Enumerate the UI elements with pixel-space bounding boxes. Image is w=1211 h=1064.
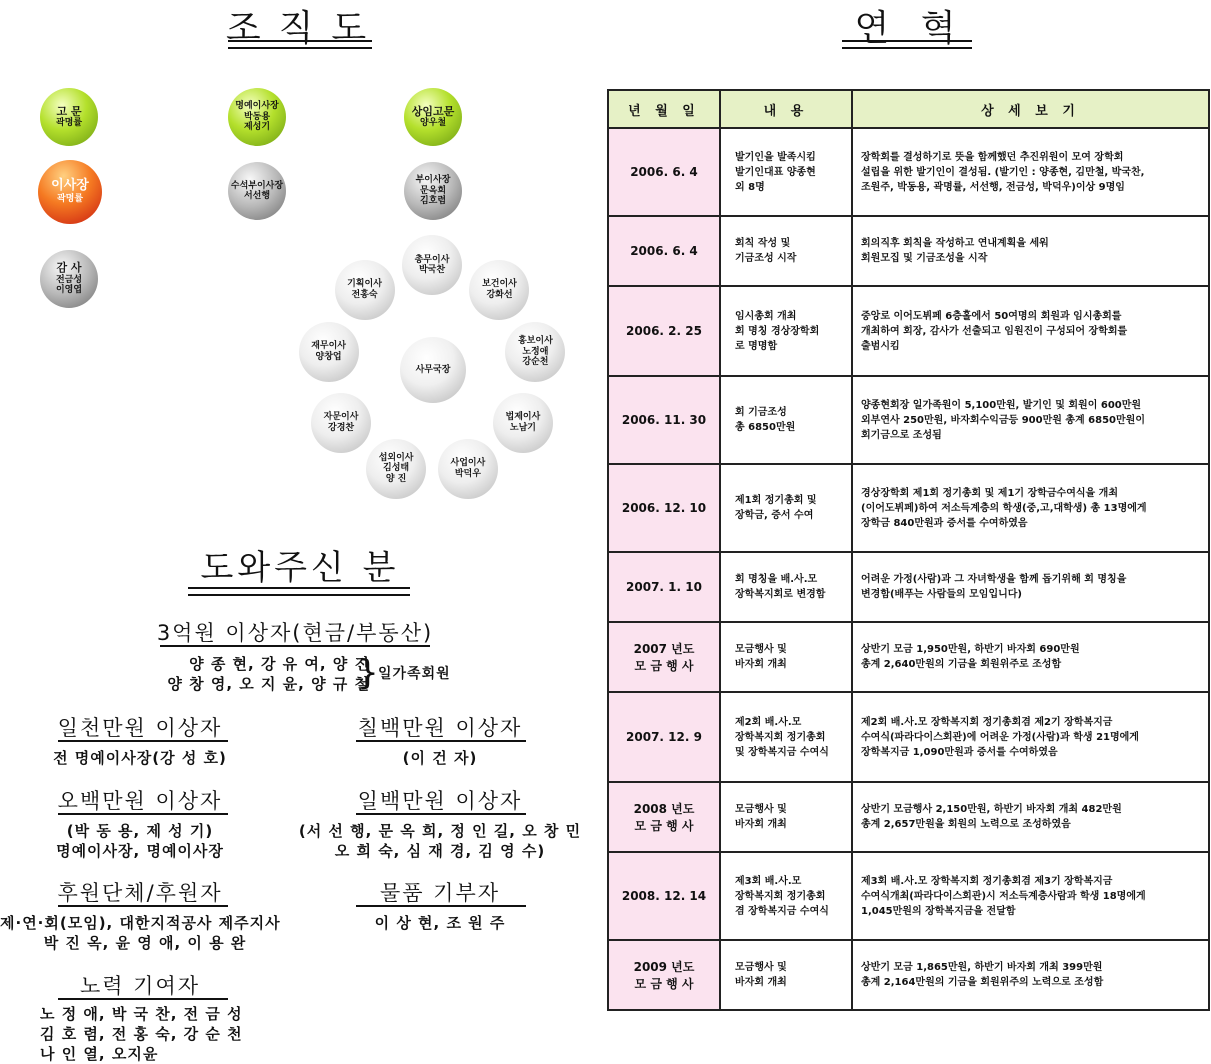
history-date-text: 모 금 행 사 bbox=[634, 819, 694, 833]
over5m-line-1: (박 동 용, 제 성 기) bbox=[66, 822, 214, 840]
chair-role: 이사장 bbox=[51, 178, 89, 194]
director-node bbox=[311, 393, 371, 453]
over1m-heading: 일백만원 이상자 bbox=[357, 789, 523, 813]
history-date bbox=[608, 782, 720, 852]
header-detail: 상 세 보 기 bbox=[852, 90, 1209, 128]
history-detail-line: 상반기 모금 1,950만원, 하반기 바자회 690만원 bbox=[861, 644, 1080, 655]
history-detail-line: 출범시킴 bbox=[861, 340, 900, 352]
history-content-line: 회 기금조성 bbox=[735, 407, 787, 418]
honorary-role: 명예이사장 bbox=[235, 101, 279, 112]
director-node bbox=[366, 439, 426, 499]
director-role: 재무이사 bbox=[311, 341, 346, 352]
history-date bbox=[608, 552, 720, 622]
history-table bbox=[607, 89, 1210, 1011]
director-role: 총무이사 bbox=[414, 254, 450, 265]
history-detail-line: 장학복지금 1,090만원과 증서를 수여하였음 bbox=[861, 746, 1058, 758]
history-content bbox=[720, 552, 852, 622]
over1m-underline bbox=[356, 813, 526, 815]
history-content bbox=[720, 782, 852, 852]
history-row bbox=[608, 552, 1209, 622]
history-date bbox=[608, 376, 720, 464]
over1m-line-1: (서 선 행, 문 옥 희, 정 인 길, 오 창 민 bbox=[298, 822, 582, 840]
vice-role: 부이사장 bbox=[415, 175, 451, 186]
org-chart-title: 조직도 bbox=[225, 8, 385, 49]
history-row bbox=[608, 464, 1209, 552]
history-detail-line: 회기금으로 조성됨 bbox=[861, 429, 942, 441]
history-detail bbox=[852, 464, 1209, 552]
director-name: 양 진 bbox=[385, 473, 407, 484]
labor-underline bbox=[58, 998, 228, 1000]
history-date bbox=[608, 464, 720, 552]
over5m-underline bbox=[58, 813, 228, 815]
standing-role: 상임고문 bbox=[411, 104, 455, 118]
director-name: 박국찬 bbox=[418, 265, 446, 275]
labor-line-1: 노 정 애, 박 국 찬, 전 금 성 bbox=[40, 1005, 243, 1023]
history-date-text: 2008. 12. 14 bbox=[621, 889, 707, 903]
over300m-heading: 3억원 이상자(현금/부동산) bbox=[156, 621, 434, 645]
auditor-name-2: 이영엽 bbox=[55, 285, 83, 296]
over7m-names: (이 건 자) bbox=[402, 749, 478, 767]
history-content-line: 외 8명 bbox=[735, 181, 765, 193]
over10m-underline bbox=[58, 740, 228, 742]
history-row bbox=[608, 622, 1209, 692]
labor-line-3: 나 인 열, 오지윤 bbox=[40, 1045, 159, 1063]
history-detail-line: (이어도뷔페)하여 저소득계층의 학생(중,고,대학생) 총 13명에게 bbox=[861, 502, 1147, 514]
history-content bbox=[720, 128, 852, 216]
history-detail bbox=[852, 286, 1209, 376]
donors-title: 도와주신 분 bbox=[200, 548, 400, 588]
history-date bbox=[608, 128, 720, 216]
history-detail-line: 제2회 배.사.모 장학복지회 정기총회겸 제2기 장학복지금 bbox=[861, 716, 1113, 728]
director-role: 섭외이사 bbox=[378, 453, 414, 464]
history-content-line: 발기인을 발족시킴 bbox=[735, 151, 816, 163]
history-detail-line: 설립을 위한 발기인이 결성됨. (발기인 : 양종현, 김만철, 박국찬, bbox=[861, 166, 1145, 178]
history-detail-line: 개최하여 회장, 감사가 선출되고 임원진이 구성되어 장학회를 bbox=[861, 325, 1128, 337]
labor-heading: 노력 기여자 bbox=[79, 974, 201, 998]
history-content-line: 모금행사 및 bbox=[735, 804, 787, 815]
header-content: 내 용 bbox=[720, 90, 852, 128]
sponsor-line-2: 박 진 옥, 윤 영 애, 이 용 완 bbox=[43, 934, 247, 952]
history-content bbox=[720, 622, 852, 692]
history-detail bbox=[852, 128, 1209, 216]
history-content-line: 바자회 개최 bbox=[735, 659, 787, 670]
history-detail-line: 변경함(배푸는 사람들의 모임입니다) bbox=[861, 589, 1023, 600]
honorary-name-2: 제성기 bbox=[243, 122, 271, 133]
history-detail bbox=[852, 692, 1209, 782]
history-content-line: 바자회 개최 bbox=[735, 819, 787, 830]
brace-icon: } bbox=[357, 653, 379, 693]
director-name: 양창업 bbox=[315, 351, 342, 362]
history-detail-line: 장학금 840만원과 증서를 수여하였음 bbox=[861, 517, 1028, 529]
history-date-text: 2006. 2. 25 bbox=[626, 324, 702, 338]
history-detail-line: 제3회 배.사.모 장학복지회 정기총회겸 제3기 장학복지금 bbox=[861, 875, 1113, 887]
over10m-names: 전 명예이사장(강 성 호) bbox=[53, 749, 227, 767]
history-detail-line: 경상장학회 제1회 정기총회 및 제1기 장학금수여식을 개최 bbox=[861, 487, 1118, 499]
history-date-text: 모 금 행 사 bbox=[634, 659, 694, 673]
history-content bbox=[720, 464, 852, 552]
history-date bbox=[608, 622, 720, 692]
director-node bbox=[469, 260, 529, 320]
history-date-text: 모 금 행 사 bbox=[634, 977, 694, 991]
over10m-heading: 일천만원 이상자 bbox=[57, 716, 223, 740]
standing-advisor-node bbox=[404, 88, 462, 146]
history-body bbox=[608, 128, 1209, 1010]
history-content bbox=[720, 692, 852, 782]
history-content-line: 및 장학복지금 수여식 bbox=[735, 746, 829, 758]
director-role: 기획이사 bbox=[347, 279, 382, 290]
history-content-line: 제3회 배.사.모 bbox=[735, 875, 802, 887]
history-content-line: 회 명칭 경상장학회 bbox=[735, 325, 820, 337]
history-title: 연 혁 bbox=[854, 8, 966, 49]
director-role: 보건이사 bbox=[482, 279, 517, 290]
history-detail bbox=[852, 552, 1209, 622]
over5m-line-2: 명예이사장, 명예이사장 bbox=[56, 842, 224, 860]
history-detail-line: 총계 2,640만원의 기금을 회원위주로 조성함 bbox=[861, 659, 1062, 670]
history-date bbox=[608, 852, 720, 940]
director-role: 법제이사 bbox=[505, 412, 541, 423]
auditor-role: 감 사 bbox=[56, 261, 82, 275]
director-role: 사업이사 bbox=[450, 458, 486, 469]
vice-name-2: 김호렴 bbox=[419, 196, 447, 207]
history-row bbox=[608, 286, 1209, 376]
history-date bbox=[608, 940, 720, 1010]
history-date bbox=[608, 692, 720, 782]
history-detail-line: 장학회를 결성하기로 뜻을 함께했던 추진위원이 모여 장학회 bbox=[861, 151, 1124, 163]
history-content bbox=[720, 286, 852, 376]
history-content bbox=[720, 940, 852, 1010]
director-node bbox=[493, 393, 553, 453]
header-date: 년 월 일 bbox=[608, 90, 720, 128]
over300m-underline bbox=[160, 645, 430, 647]
over7m-underline bbox=[356, 740, 526, 742]
history-detail bbox=[852, 852, 1209, 940]
secretary-general-role: 사무국장 bbox=[415, 364, 451, 375]
history-date bbox=[608, 286, 720, 376]
history-detail-line: 조원주, 박동용, 곽명률, 서선행, 전금성, 박덕우)이상 9명임 bbox=[861, 181, 1125, 193]
advisor-name: 곽명률 bbox=[55, 118, 83, 129]
goods-names: 이 상 현, 조 원 주 bbox=[374, 914, 506, 932]
history-content-line: 제2회 배.사.모 bbox=[735, 716, 802, 728]
history-detail bbox=[852, 622, 1209, 692]
history-content-line: 총 6850만원 bbox=[735, 422, 796, 433]
history-content-line: 장학복지회 정기총회 bbox=[735, 890, 826, 902]
director-node bbox=[438, 439, 498, 499]
history-content-line: 임시총회 개최 bbox=[735, 310, 797, 322]
org-title-underline bbox=[228, 40, 372, 49]
director-name: 노정애 bbox=[522, 346, 549, 357]
history-content-line: 장학복지회로 변경함 bbox=[735, 589, 826, 600]
vice-chair-node bbox=[404, 162, 462, 220]
sponsor-heading: 후원단체/후원자 bbox=[57, 881, 223, 905]
over300m-line-2: 양 창 영, 오 지 윤, 양 규 철 bbox=[167, 675, 370, 693]
history-content-line: 모금행사 및 bbox=[735, 644, 787, 655]
over7m-heading: 칠백만원 이상자 bbox=[357, 716, 523, 740]
history-content-line: 로 명명함 bbox=[735, 340, 778, 352]
honorary-chair-node bbox=[228, 88, 286, 146]
standing-name: 양우철 bbox=[419, 118, 447, 129]
history-content-line: 바자회 개최 bbox=[735, 977, 787, 988]
history-date-text: 2006. 12. 10 bbox=[621, 501, 707, 515]
over5m-heading: 오백만원 이상자 bbox=[57, 789, 223, 813]
history-detail-line: 어려운 가정(사람)과 그 자녀학생을 함께 돕기위해 회 명칭을 bbox=[861, 574, 1127, 585]
senior-vice-chair-node bbox=[228, 162, 286, 220]
history-title-underline bbox=[842, 40, 972, 49]
director-name: 노남기 bbox=[509, 422, 536, 433]
history-date-text: 2006. 11. 30 bbox=[621, 413, 707, 427]
over300m-group: 일가족회원 bbox=[378, 666, 451, 682]
chairman-node bbox=[38, 160, 102, 224]
director-node bbox=[505, 322, 565, 382]
history-detail-line: 상반기 모금 1,865만원, 하반기 바자회 개최 399만원 bbox=[861, 962, 1103, 973]
history-date-text: 2007 년도 bbox=[633, 642, 695, 656]
director-node bbox=[335, 260, 395, 320]
history-detail-line: 중앙로 이어도뷔페 6층홀에서 50여명의 회원과 임시총회를 bbox=[861, 310, 1122, 322]
history-detail-line: 총계 2,657만원을 회원의 노력으로 조성하였음 bbox=[861, 819, 1071, 830]
history-content-line: 제1회 정기총회 및 bbox=[735, 495, 817, 506]
history-content-line: 장학복지회 정기총회 bbox=[735, 731, 826, 743]
history-detail-line: 수여식(파라다이스회관)에 어려운 가정(사람)과 학생 21명에게 bbox=[861, 731, 1139, 743]
history-date-text: 2007. 1. 10 bbox=[626, 580, 702, 594]
history-detail-line: 회원모집 및 기금조성을 시작 bbox=[861, 253, 988, 264]
history-content bbox=[720, 376, 852, 464]
donors-title-underline bbox=[188, 587, 410, 596]
director-name: 전홍숙 bbox=[351, 289, 378, 300]
history-row bbox=[608, 940, 1209, 1010]
history-row bbox=[608, 128, 1209, 216]
history-detail bbox=[852, 216, 1209, 286]
history-detail-line: 총계 2,164만원의 기금을 회원위주의 노력으로 조성함 bbox=[861, 977, 1104, 988]
history-detail-line: 회의직후 회칙을 작성하고 연내계획을 세워 bbox=[861, 238, 1049, 249]
director-name: 김성태 bbox=[383, 463, 410, 474]
labor-line-2: 김 호 렴, 전 홍 숙, 강 순 천 bbox=[40, 1025, 243, 1043]
history-content-line: 모금행사 및 bbox=[735, 962, 787, 973]
auditor-name-1: 전금성 bbox=[55, 274, 83, 285]
advisor-node bbox=[40, 88, 98, 146]
history-detail bbox=[852, 782, 1209, 852]
director-name: 강순천 bbox=[522, 356, 549, 367]
history-date-text: 2006. 6. 4 bbox=[630, 165, 698, 179]
chair-name: 곽명률 bbox=[56, 194, 84, 205]
sponsor-underline bbox=[58, 905, 228, 907]
history-date-text: 2007. 12. 9 bbox=[626, 730, 702, 744]
history-detail-line: 상반기 모금행사 2,150만원, 하반기 바자회 개최 482만원 bbox=[861, 804, 1122, 815]
director-name: 박덕우 bbox=[454, 468, 481, 479]
sponsor-line-1: 제·연·회(모임), 대한지적공사 제주지사 bbox=[0, 914, 281, 932]
history-date-text: 2009 년도 bbox=[633, 960, 695, 974]
director-node bbox=[402, 235, 462, 295]
history-content-line: 겸 장학복지금 수여식 bbox=[735, 905, 829, 917]
goods-heading: 물품 기부자 bbox=[379, 881, 501, 905]
history-content bbox=[720, 216, 852, 286]
history-date bbox=[608, 216, 720, 286]
director-role: 홍보이사 bbox=[518, 336, 553, 347]
history-row bbox=[608, 376, 1209, 464]
honorary-name-1: 박동용 bbox=[243, 111, 271, 122]
history-detail-line: 외부연사 250만원, 바자회수익금등 900만원 총계 6850만원이 bbox=[861, 414, 1145, 426]
director-name: 강화선 bbox=[486, 289, 513, 300]
history-date-text: 2006. 6. 4 bbox=[630, 244, 698, 258]
vice-name-1: 문옥희 bbox=[419, 185, 447, 196]
history-detail-line: 양종현회장 일가족원이 5,100만원, 발기인 및 회원이 600만원 bbox=[861, 399, 1142, 411]
history-content-line: 회칙 작성 및 bbox=[735, 238, 791, 249]
senior-vice-role: 수석부이사장 bbox=[230, 180, 284, 191]
history-detail-line: 1,045만원의 장학복지금을 전달함 bbox=[861, 905, 1016, 917]
history-detail-line: 수여식개최(파라다이스회관)시 저소득계층사람과 학생 18명에게 bbox=[861, 890, 1146, 902]
advisor-role: 고 문 bbox=[56, 104, 82, 118]
auditor-node bbox=[40, 250, 98, 308]
director-role: 자문이사 bbox=[323, 412, 359, 423]
history-content-line: 기금조성 시작 bbox=[735, 253, 797, 264]
history-row bbox=[608, 852, 1209, 940]
history-date-text: 2008 년도 bbox=[633, 802, 695, 816]
history-row bbox=[608, 782, 1209, 852]
history-content bbox=[720, 852, 852, 940]
director-name: 강경찬 bbox=[328, 422, 355, 433]
over300m-line-1: 양 종 현, 강 유 여, 양 진 bbox=[189, 655, 370, 673]
secretary-general-node bbox=[400, 337, 466, 403]
history-row bbox=[608, 692, 1209, 782]
history-detail bbox=[852, 940, 1209, 1010]
history-header-row bbox=[608, 90, 1209, 128]
history-content-line: 회 명칭을 배.사.모 bbox=[735, 574, 818, 585]
over1m-line-2: 오 희 숙, 심 재 경, 김 영 수) bbox=[334, 842, 546, 860]
history-content-line: 장학금, 증서 수여 bbox=[735, 510, 814, 521]
history-row bbox=[608, 216, 1209, 286]
senior-vice-name: 서선행 bbox=[243, 191, 271, 201]
director-node bbox=[299, 322, 359, 382]
history-content-line: 발기인대표 양종현 bbox=[735, 166, 816, 178]
history-detail bbox=[852, 376, 1209, 464]
goods-underline bbox=[356, 905, 526, 907]
